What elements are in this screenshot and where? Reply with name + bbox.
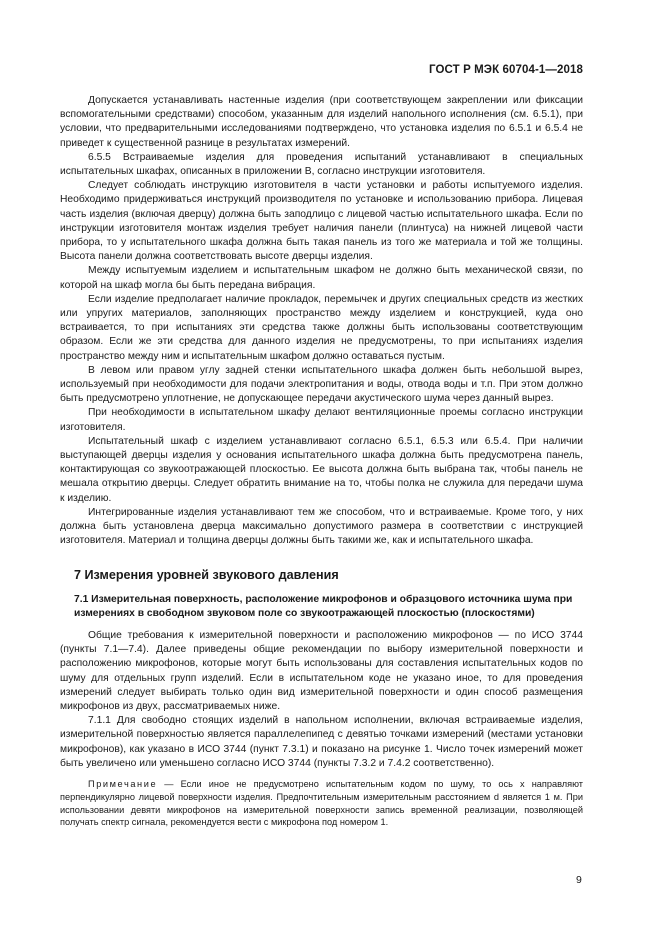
paragraph: Испытательный шкаф с изделием устанавливают согласно 6.5.1, 6.5.3 или 6.5.4. При наличии выступающей дверцы изделия у основания испытательного шкафа должна быть предусмотрена панель, контактирующая со звукоотражающей плоскостью. Ее высота должна быть выбрана так, чтобы панель не мешала открытию дверцы. Следует обратить внимание на то, чтобы полка не служила для передачи шума к изделию. [60, 435, 583, 504]
note [60, 778, 583, 829]
paragraph: Следует соблюдать инструкцию изготовителя в части установки и работы испытуемого изделия. Необходимо придерживаться инструкций производителя по установке и использованию прибора. Лицевая часть изделия (включая дверцу) должна быть заподлицо с лицевой частью испытательного шкафа. Если по инструкции изготовителя монтаж изделия требует наличия панели (плинтуса) на нижней лицевой части прибора, то у испытательного шкафа должна быть такая панель из того же материала и той же толщины. Высота панели должна соответствовать высоте дверцы изделия. [60, 180, 583, 263]
paragraph: В левом или правом углу задней стенки испытательного шкафа должен быть небольшой вырез, используемый при необходимости для подачи электропитания и воды, отвода воды и т.п. При этом должно быть предусмотрено уплотнение, не допускающее передачи акустического шума через данный вырез. [60, 364, 583, 405]
paragraph: Допускается устанавливать настенные изделия (при соответствующем закреплении или фиксации вспомогательными средствами) способом, указанным для изделий напольного исполнения (см. 6.5.1), при условии, что предварительными исследованиями подтверждено, что установка изделия по 6.5.1 и 6.5.4 не приведет к существенной разнице в результатах измерений. [60, 95, 583, 149]
paragraph: 6.5.5 Встраиваемые изделия для проведения испытаний устанавливают в специальных испытательных шкафах, описанных в приложении В, согласно инструкции изготовителя. [60, 151, 583, 178]
paragraph: При необходимости в испытательном шкафу делают вентиляционные проемы согласно инструкции изготовителя. [60, 407, 583, 433]
paragraph: 7.1.1 Для свободно стоящих изделий в напольном исполнении, включая встраиваемые изделия, измерительной поверхностью является параллелепипед с девятью точками измерений (местами установки микрофонов), как указано в ИСО 3744 (пункт 7.3.1) и показано на рисунке 1. Число точек измерений может быть увеличено или уменьшено согласно ИСО 3744 (пункты 7.3.2 и 7.4.2 соответственно). [60, 715, 583, 769]
note-label: Примечание [88, 778, 158, 789]
page-number: 9 [576, 874, 582, 886]
paragraph: Если изделие предполагает наличие прокладок, перемычек и других специальных средств из жестких или упругих материалов, заполняющих пространство между изделием и конструкцией, куда оно встраивается, то при испытаниях эти средства также должны быть использованы соответствующим образом. Если же эти средства для данного изделия не предусмотрены, то при испытаниях изделия пространство между ним и испытательным шкафом должно оставаться пустым. [60, 293, 583, 362]
note-text: — Если иное не предусмотрено испытательным кодом по шуму, то ось x направляют перпендикулярно лицевой поверхности изделия. Предпочтительным измерительным расстоянием d является 1 м. При использовании девяти микрофонов на измерительной поверхности запись временной реализации, позволяющей получать спектр сигнала, рекомендуется вести с микрофона под номером 1. [60, 778, 583, 828]
paragraph: Общие требования к измерительной поверхности и расположению микрофонов — по ИСО 3744 (пункты 7.1—7.4). Далее приведены общие рекомендации по выбору измерительной поверхности и расположению микрофонов, которые могут быть использованы для составления испытательных кодов по шуму для отдельных групп изделий. Если в испытательном коде не указано иное, то для проведения измерений следует выбирать только один вид измерительной поверхности и один способ размещения микрофонов из двух, рассматриваемых ниже. [60, 629, 583, 712]
section-heading: 7 Измерения уровней звукового давления [74, 567, 339, 582]
page-content [60, 94, 583, 829]
document-header: ГОСТ Р МЭК 60704-1—2018 [429, 64, 583, 76]
paragraph: Между испытуемым изделием и испытательным шкафом не должно быть механической связи, по которой на шкаф могла бы быть передана вибрация. [60, 265, 583, 291]
subsection-heading: 7.1 Измерительная поверхность, расположение микрофонов и образцового источника шума при измерениях в свободном звуковом поле со звукоотражающей плоскостью (плоскостями) [74, 593, 573, 619]
paragraph: Интегрированные изделия устанавливают тем же способом, что и встраиваемые. Кроме того, у них должна быть установлена дверца максимально допустимого размера в соответствии с инструкцией изготовителя. Материал и толщина дверцы должны быть такими же, как и испытательного шкафа. [60, 506, 583, 547]
